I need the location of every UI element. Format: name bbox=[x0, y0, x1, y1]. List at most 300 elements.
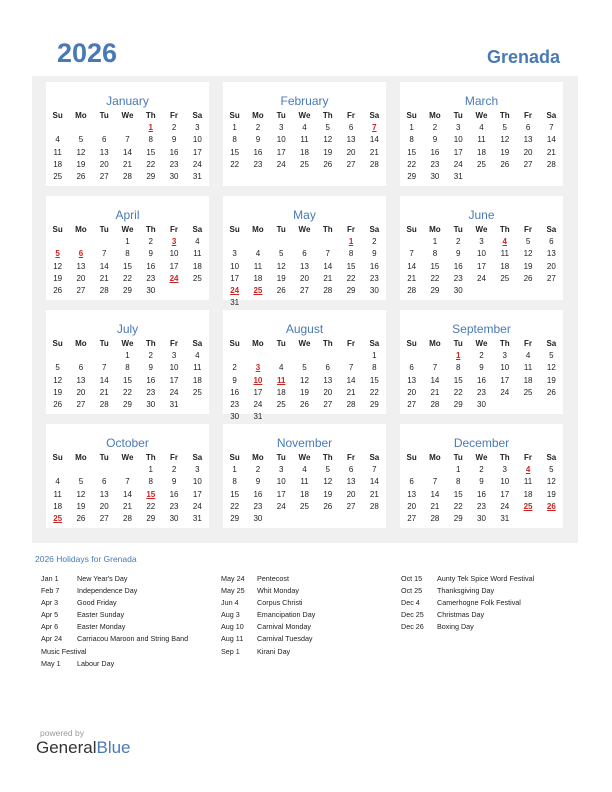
day-cell: 14 bbox=[99, 261, 109, 271]
holiday-name: Boxing Day bbox=[437, 622, 474, 632]
day-cell: 27 bbox=[300, 286, 309, 296]
weekday-header: Su bbox=[229, 111, 240, 120]
month-name: May bbox=[293, 208, 316, 222]
weekday-header: Mo bbox=[252, 225, 264, 234]
day-cell: 4 bbox=[55, 135, 60, 145]
day-cell: 28 bbox=[430, 514, 440, 524]
day-cell: 13 bbox=[523, 135, 533, 145]
day-cell: 27 bbox=[323, 400, 333, 410]
day-cell: 5 bbox=[549, 351, 554, 361]
weekday-header: Sa bbox=[546, 453, 557, 462]
weekday-header: Th bbox=[499, 111, 510, 120]
day-cell: 25 bbox=[53, 172, 63, 182]
day-cell: 16 bbox=[477, 375, 486, 385]
day-cell: 31 bbox=[230, 298, 240, 308]
weekday-header: Su bbox=[406, 225, 417, 234]
day-cell: 20 bbox=[346, 147, 356, 157]
weekday-header: Th bbox=[499, 339, 510, 348]
holiday-row bbox=[41, 586, 216, 598]
weekday-header: Th bbox=[322, 453, 333, 462]
month-name: February bbox=[280, 94, 329, 108]
day-cell: 27 bbox=[76, 286, 86, 296]
day-cell: 2 bbox=[148, 351, 153, 361]
day-cell: 28 bbox=[346, 400, 356, 410]
day-cell: 18 bbox=[192, 261, 202, 271]
day-cell: 12 bbox=[323, 135, 333, 145]
day-cell: 16 bbox=[369, 261, 379, 271]
day-cell: 19 bbox=[76, 501, 86, 511]
day-cell: 4 bbox=[479, 123, 484, 133]
day-cell: 11 bbox=[193, 363, 202, 373]
month-name: July bbox=[116, 322, 139, 336]
day-cell: 30 bbox=[169, 172, 179, 182]
day-cell: 15 bbox=[453, 375, 463, 385]
day-cell: 4 bbox=[302, 123, 307, 133]
day-cell: 18 bbox=[300, 147, 309, 157]
day-cell: 6 bbox=[409, 363, 414, 373]
day-cell: 1 bbox=[148, 465, 153, 475]
day-cell: 6 bbox=[549, 237, 554, 247]
day-cell: 3 bbox=[455, 123, 461, 133]
holiday-row bbox=[401, 610, 576, 622]
day-cell: 14 bbox=[123, 489, 132, 499]
weekday-header: Mo bbox=[75, 453, 87, 462]
weekday-header: Mo bbox=[75, 225, 87, 234]
month-april bbox=[46, 196, 209, 300]
day-cell: 22 bbox=[123, 387, 132, 397]
day-cell: 24 bbox=[169, 387, 179, 397]
day-cell: 24 bbox=[500, 387, 510, 397]
day-cell: 31 bbox=[169, 400, 179, 410]
day-cell: 9 bbox=[171, 477, 177, 487]
holiday-date: May 25 bbox=[221, 586, 245, 596]
day-cell: 10 bbox=[500, 363, 510, 373]
day-cell: 12 bbox=[76, 489, 86, 499]
weekday-header: Fr bbox=[524, 111, 533, 120]
holiday-row bbox=[221, 622, 396, 634]
day-cell: 1 bbox=[125, 351, 130, 361]
day-cell: 16 bbox=[230, 387, 240, 397]
day-cell: 16 bbox=[253, 489, 263, 499]
day-cell: 28 bbox=[123, 514, 132, 524]
weekday-header: We bbox=[298, 111, 311, 120]
day-cell: 24 bbox=[453, 159, 463, 169]
day-cell: 6 bbox=[101, 477, 107, 487]
weekday-header: Th bbox=[145, 453, 156, 462]
weekday-header: Su bbox=[52, 453, 63, 462]
day-cell: 17 bbox=[192, 489, 202, 499]
day-cell: 27 bbox=[407, 400, 417, 410]
day-cell: 17 bbox=[276, 489, 286, 499]
weekday-header: Tu bbox=[276, 453, 286, 462]
weekday-header: Su bbox=[406, 453, 417, 462]
day-cell: 8 bbox=[432, 249, 438, 259]
month-october bbox=[46, 424, 209, 528]
holiday-row bbox=[221, 634, 396, 646]
day-cell: 1 bbox=[372, 351, 377, 361]
holiday-date: Dec 26 bbox=[401, 622, 424, 632]
day-cell: 10 bbox=[192, 135, 202, 145]
day-cell: 3 bbox=[479, 237, 484, 247]
weekday-header: We bbox=[121, 111, 134, 120]
day-cell: 6 bbox=[78, 249, 84, 259]
day-cell: 7 bbox=[101, 249, 107, 259]
day-cell: 21 bbox=[123, 159, 132, 169]
day-cell: 1 bbox=[232, 123, 237, 133]
day-cell: 11 bbox=[523, 363, 533, 373]
day-cell: 21 bbox=[546, 147, 556, 157]
day-cell: 28 bbox=[407, 286, 417, 296]
day-cell: 13 bbox=[99, 147, 109, 157]
holiday-date: Sep 1 bbox=[221, 646, 240, 656]
day-cell: 15 bbox=[453, 489, 463, 499]
day-cell: 25 bbox=[192, 387, 202, 397]
day-cell: 9 bbox=[479, 363, 484, 373]
day-cell: 18 bbox=[192, 375, 202, 385]
day-cell: 26 bbox=[546, 387, 556, 397]
day-cell: 21 bbox=[430, 501, 440, 511]
holiday-row bbox=[401, 598, 576, 610]
day-cell: 15 bbox=[407, 147, 417, 157]
day-cell: 22 bbox=[146, 159, 156, 169]
holiday-name: Labour Day bbox=[77, 658, 115, 668]
day-cell: 8 bbox=[125, 363, 130, 373]
powered-by: powered by bbox=[40, 728, 84, 738]
day-cell: 26 bbox=[53, 286, 63, 296]
holiday-row bbox=[401, 622, 576, 634]
brand-logo[interactable] bbox=[36, 738, 131, 758]
month-table bbox=[223, 338, 386, 423]
day-cell: 5 bbox=[278, 249, 284, 259]
day-cell: 6 bbox=[348, 465, 354, 475]
holiday-row bbox=[41, 647, 216, 659]
day-cell: 27 bbox=[99, 514, 109, 524]
weekday-header: Su bbox=[229, 225, 240, 234]
weekday-header: Su bbox=[406, 111, 417, 120]
day-cell: 27 bbox=[546, 273, 556, 283]
weekday-header: We bbox=[298, 339, 311, 348]
day-cell: 18 bbox=[53, 501, 63, 511]
day-cell: 10 bbox=[230, 261, 240, 271]
holiday-row bbox=[221, 610, 396, 622]
day-cell: 11 bbox=[53, 489, 62, 499]
day-cell: 10 bbox=[192, 477, 202, 487]
day-cell: 9 bbox=[148, 363, 153, 373]
day-cell: 2 bbox=[232, 363, 237, 373]
day-cell: 16 bbox=[477, 489, 486, 499]
holiday-name: Carnival Tuesday bbox=[257, 634, 313, 644]
weekday-header: Sa bbox=[192, 225, 203, 234]
month-december bbox=[400, 424, 563, 528]
day-cell: 4 bbox=[278, 363, 284, 373]
day-cell: 7 bbox=[348, 363, 354, 373]
day-cell: 26 bbox=[523, 273, 533, 283]
day-cell: 17 bbox=[192, 147, 202, 157]
day-cell: 2 bbox=[432, 123, 438, 133]
holiday-date: Feb 7 bbox=[41, 586, 60, 596]
day-cell: 20 bbox=[523, 147, 533, 157]
weekday-header: Fr bbox=[170, 225, 179, 234]
day-cell: 11 bbox=[276, 375, 286, 385]
weekday-header: Th bbox=[322, 225, 333, 234]
day-cell: 29 bbox=[146, 172, 156, 182]
brand-blue: Blue bbox=[96, 738, 131, 757]
weekday-header: Sa bbox=[369, 339, 380, 348]
day-cell: 17 bbox=[500, 375, 510, 385]
day-cell: 10 bbox=[276, 135, 286, 145]
day-cell: 15 bbox=[146, 489, 156, 499]
month-table bbox=[223, 452, 386, 537]
day-cell: 22 bbox=[453, 501, 463, 511]
day-cell: 19 bbox=[546, 375, 556, 385]
day-cell: 11 bbox=[53, 147, 62, 157]
day-cell: 14 bbox=[123, 147, 132, 157]
day-cell: 14 bbox=[546, 135, 556, 145]
weekday-header: Sa bbox=[546, 339, 557, 348]
day-cell: 19 bbox=[323, 147, 333, 157]
day-cell: 14 bbox=[407, 261, 417, 271]
day-cell: 27 bbox=[99, 172, 109, 182]
weekday-header: Su bbox=[406, 339, 417, 348]
day-cell: 2 bbox=[479, 465, 484, 475]
weekday-header: Th bbox=[499, 453, 510, 462]
day-cell: 16 bbox=[146, 261, 156, 271]
day-cell: 19 bbox=[523, 261, 533, 271]
weekday-header: Fr bbox=[524, 225, 533, 234]
day-cell: 23 bbox=[146, 273, 156, 283]
weekday-header: We bbox=[475, 111, 488, 120]
month-name: June bbox=[468, 208, 495, 222]
day-cell: 13 bbox=[76, 375, 86, 385]
holiday-name: Good Friday bbox=[77, 598, 117, 608]
day-cell: 8 bbox=[348, 249, 354, 259]
day-cell: 8 bbox=[232, 135, 237, 145]
day-cell: 17 bbox=[230, 273, 240, 283]
day-cell: 21 bbox=[369, 147, 379, 157]
holiday-date: Oct 25 bbox=[401, 586, 423, 596]
day-cell: 19 bbox=[300, 387, 309, 397]
weekday-header: Mo bbox=[252, 111, 264, 120]
weekday-header: Sa bbox=[369, 225, 380, 234]
day-cell: 1 bbox=[455, 351, 461, 361]
weekday-header: Sa bbox=[546, 111, 557, 120]
day-cell: 30 bbox=[146, 400, 156, 410]
day-cell: 7 bbox=[372, 465, 377, 475]
month-may bbox=[223, 196, 386, 308]
weekday-header: Fr bbox=[170, 453, 179, 462]
day-cell: 17 bbox=[500, 489, 510, 499]
day-cell: 29 bbox=[407, 172, 417, 182]
holiday-name: Camerhogne Folk Festival bbox=[437, 598, 521, 608]
day-cell: 12 bbox=[53, 375, 63, 385]
day-cell: 31 bbox=[192, 172, 202, 182]
day-cell: 18 bbox=[300, 489, 309, 499]
holiday-date: Apr 24 bbox=[41, 634, 63, 644]
holiday-name: Aunty Tek Spice Word Festival bbox=[437, 574, 535, 583]
month-july bbox=[46, 310, 209, 414]
day-cell: 28 bbox=[99, 400, 109, 410]
weekday-header: Tu bbox=[453, 225, 463, 234]
day-cell: 24 bbox=[253, 400, 263, 410]
day-cell: 15 bbox=[123, 375, 132, 385]
day-cell: 29 bbox=[123, 286, 132, 296]
weekday-header: Th bbox=[145, 339, 156, 348]
day-cell: 16 bbox=[430, 147, 440, 157]
month-september bbox=[400, 310, 563, 414]
holiday-date: Aug 11 bbox=[221, 634, 244, 644]
day-cell: 15 bbox=[123, 261, 132, 271]
weekday-header: Tu bbox=[99, 453, 109, 462]
day-cell: 23 bbox=[430, 159, 440, 169]
day-cell: 2 bbox=[255, 123, 261, 133]
day-cell: 25 bbox=[253, 286, 263, 296]
day-cell: 15 bbox=[346, 261, 356, 271]
weekday-header: Fr bbox=[170, 111, 179, 120]
day-cell: 30 bbox=[477, 514, 486, 524]
day-cell: 13 bbox=[546, 249, 556, 259]
weekday-header: Th bbox=[322, 111, 333, 120]
day-cell: 2 bbox=[171, 465, 177, 475]
weekday-header: Fr bbox=[524, 339, 533, 348]
day-cell: 15 bbox=[146, 147, 156, 157]
day-cell: 19 bbox=[546, 489, 556, 499]
weekday-header: Mo bbox=[429, 339, 441, 348]
weekday-header: Su bbox=[52, 111, 63, 120]
day-cell: 7 bbox=[372, 123, 377, 133]
day-cell: 26 bbox=[323, 501, 333, 511]
day-cell: 28 bbox=[430, 400, 440, 410]
weekday-header: Tu bbox=[453, 453, 463, 462]
day-cell: 9 bbox=[232, 375, 237, 385]
weekday-header: Tu bbox=[453, 111, 463, 120]
day-cell: 21 bbox=[430, 387, 440, 397]
holiday-name: Easter Sunday bbox=[77, 610, 125, 620]
weekday-header: Tu bbox=[99, 225, 109, 234]
day-cell: 6 bbox=[78, 363, 84, 373]
weekday-header: We bbox=[121, 339, 134, 348]
day-cell: 18 bbox=[253, 273, 263, 283]
weekday-header: Sa bbox=[546, 225, 557, 234]
day-cell: 8 bbox=[455, 477, 461, 487]
day-cell: 2 bbox=[479, 351, 484, 361]
day-cell: 3 bbox=[255, 363, 261, 373]
day-cell: 4 bbox=[195, 237, 200, 247]
day-cell: 22 bbox=[230, 159, 240, 169]
month-february bbox=[223, 82, 386, 186]
day-cell: 13 bbox=[407, 489, 417, 499]
month-name: December bbox=[453, 436, 510, 450]
day-cell: 26 bbox=[276, 286, 286, 296]
day-cell: 22 bbox=[407, 159, 417, 169]
day-cell: 9 bbox=[171, 135, 177, 145]
day-cell: 26 bbox=[323, 159, 333, 169]
day-cell: 5 bbox=[78, 477, 84, 487]
day-cell: 23 bbox=[369, 273, 379, 283]
day-cell: 28 bbox=[123, 172, 132, 182]
day-cell: 30 bbox=[253, 514, 263, 524]
weekday-header: Mo bbox=[429, 225, 441, 234]
day-cell: 27 bbox=[76, 400, 86, 410]
day-cell: 12 bbox=[523, 249, 533, 259]
day-cell: 11 bbox=[193, 249, 202, 259]
day-cell: 3 bbox=[195, 465, 200, 475]
day-cell: 30 bbox=[146, 286, 156, 296]
holiday-name: New Year's Day bbox=[77, 574, 128, 583]
day-cell: 7 bbox=[432, 477, 438, 487]
country-title: Grenada bbox=[486, 47, 560, 67]
day-cell: 3 bbox=[171, 351, 177, 361]
holiday-name: Thanksgiving Day bbox=[437, 586, 495, 596]
day-cell: 9 bbox=[479, 477, 484, 487]
day-cell: 29 bbox=[453, 514, 463, 524]
day-cell: 16 bbox=[169, 489, 179, 499]
weekday-header: Sa bbox=[369, 111, 380, 120]
day-cell: 12 bbox=[546, 477, 556, 487]
day-cell: 29 bbox=[430, 286, 440, 296]
holiday-row bbox=[41, 622, 216, 634]
day-cell: 23 bbox=[253, 501, 263, 511]
day-cell: 24 bbox=[230, 286, 240, 296]
month-table bbox=[46, 224, 209, 309]
day-cell: 11 bbox=[253, 261, 263, 271]
weekday-header: Fr bbox=[170, 339, 179, 348]
weekday-header: Sa bbox=[192, 339, 203, 348]
day-cell: 29 bbox=[453, 400, 463, 410]
day-cell: 17 bbox=[253, 387, 263, 397]
day-cell: 3 bbox=[502, 465, 507, 475]
day-cell: 19 bbox=[323, 489, 333, 499]
day-cell: 20 bbox=[300, 273, 309, 283]
day-cell: 27 bbox=[346, 159, 356, 169]
day-cell: 11 bbox=[500, 249, 509, 259]
month-table bbox=[223, 110, 386, 195]
day-cell: 8 bbox=[409, 135, 414, 145]
day-cell: 7 bbox=[325, 249, 330, 259]
month-june bbox=[400, 196, 563, 300]
day-cell: 10 bbox=[477, 249, 486, 259]
day-cell: 24 bbox=[192, 501, 202, 511]
day-cell: 1 bbox=[232, 465, 237, 475]
day-cell: 6 bbox=[348, 123, 354, 133]
holiday-row bbox=[221, 586, 396, 598]
day-cell: 25 bbox=[300, 159, 309, 169]
brand-general: General bbox=[36, 738, 97, 757]
weekday-header: Fr bbox=[347, 225, 356, 234]
weekday-header: Tu bbox=[99, 111, 109, 120]
day-cell: 10 bbox=[500, 477, 510, 487]
day-cell: 13 bbox=[323, 375, 333, 385]
day-cell: 2 bbox=[372, 237, 377, 247]
holiday-name: Music Festival bbox=[41, 646, 87, 656]
day-cell: 18 bbox=[477, 147, 486, 157]
holiday-name: Carriacou Maroon and String Band bbox=[77, 634, 189, 644]
holiday-name: Emancipation Day bbox=[257, 610, 316, 620]
day-cell: 9 bbox=[372, 249, 377, 259]
month-table bbox=[223, 224, 386, 309]
weekday-header: We bbox=[121, 453, 134, 462]
holiday-row bbox=[221, 574, 396, 586]
day-cell: 9 bbox=[455, 249, 461, 259]
day-cell: 5 bbox=[525, 237, 531, 247]
day-cell: 1 bbox=[348, 237, 354, 247]
holiday-row bbox=[41, 634, 216, 646]
weekday-header: Sa bbox=[192, 111, 203, 120]
day-cell: 24 bbox=[192, 159, 202, 169]
day-cell: 12 bbox=[546, 363, 556, 373]
day-cell: 16 bbox=[146, 375, 156, 385]
day-cell: 14 bbox=[346, 375, 356, 385]
day-cell: 23 bbox=[169, 159, 179, 169]
